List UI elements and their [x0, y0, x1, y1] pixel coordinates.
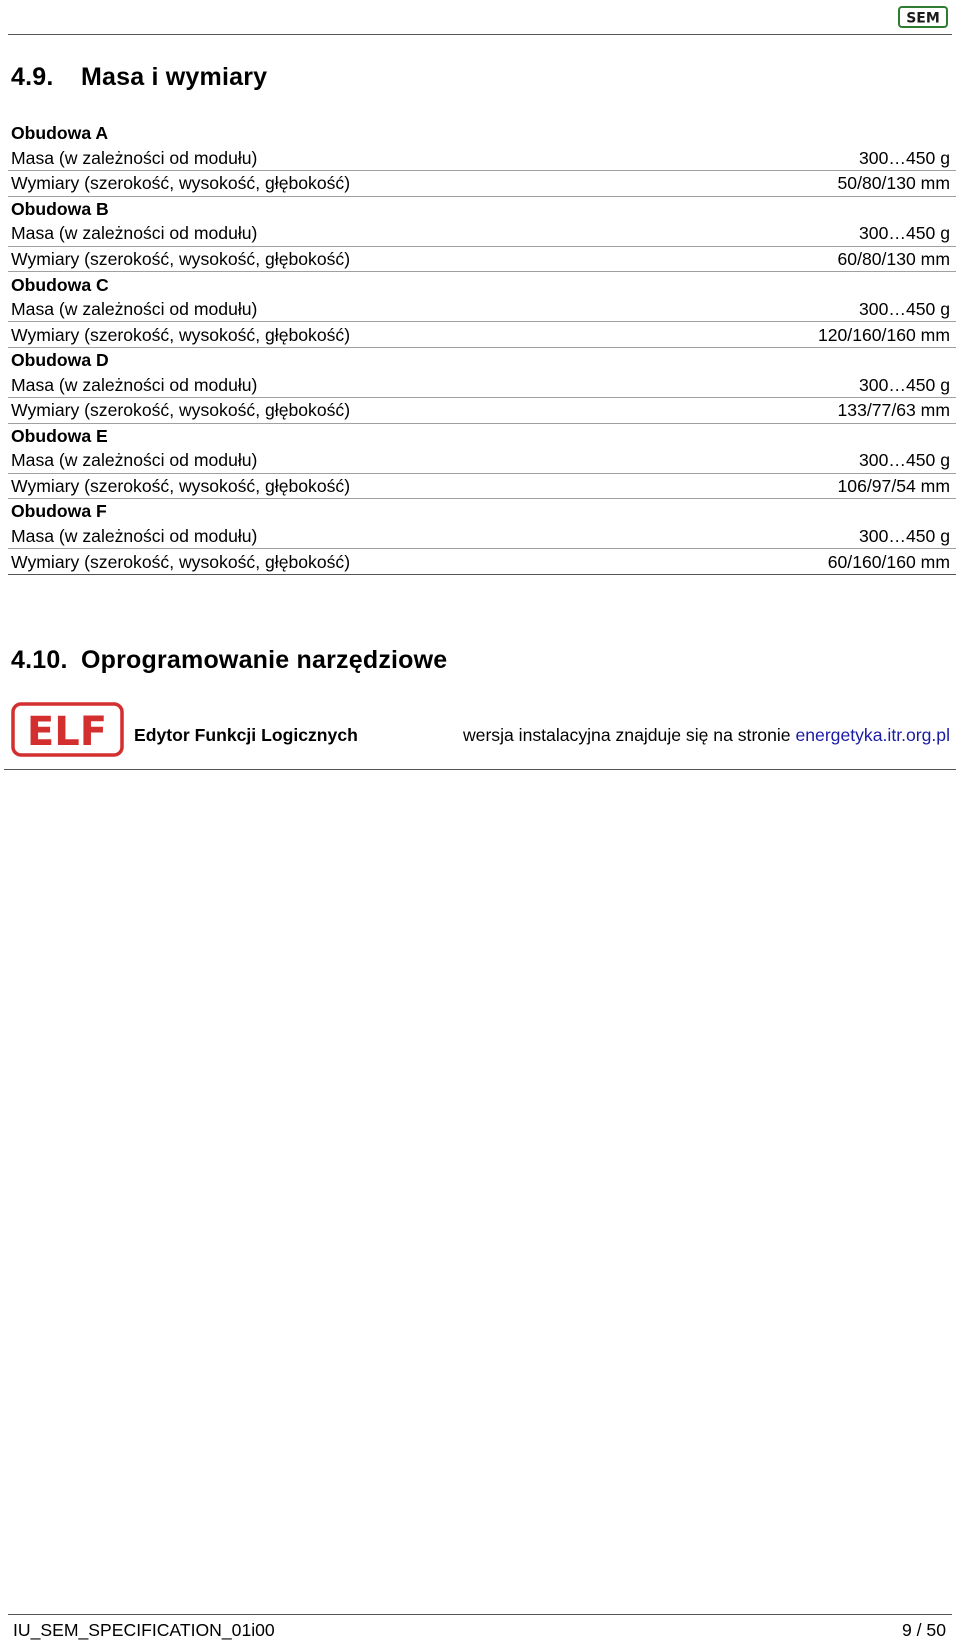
- page-number: 9 / 50: [901, 1620, 946, 1640]
- row-value: 60/80/130 mm: [683, 246, 956, 272]
- row-value: 60/160/160 mm: [683, 549, 956, 575]
- table-group-header: [8, 272, 956, 297]
- elf-logo: [11, 702, 124, 757]
- row-value: 120/160/160 mm: [683, 322, 956, 348]
- section-heading: Oprogramowanie narzędziowe: [81, 646, 448, 674]
- sem-logo: [898, 6, 948, 28]
- row-value: 300…450 g: [683, 297, 956, 322]
- row-label: Masa (w zależności od modułu): [8, 297, 683, 322]
- section-number: 4.10.: [11, 646, 68, 674]
- row-value: 300…450 g: [683, 372, 956, 397]
- tool-download-note: [463, 725, 950, 746]
- row-value: 300…450 g: [683, 524, 956, 549]
- row-value: 300…450 g: [683, 146, 956, 171]
- page-header: [8, 0, 952, 35]
- row-label: Wymiary (szerokość, wysokość, głębokość): [8, 171, 683, 197]
- table-row: [8, 398, 956, 424]
- table-row: [8, 297, 956, 322]
- row-label: Masa (w zależności od modułu): [8, 372, 683, 397]
- group-name: Obudowa F: [11, 501, 107, 522]
- group-name: Obudowa C: [11, 274, 109, 295]
- row-label: Wymiary (szerokość, wysokość, głębokość): [8, 473, 683, 499]
- row-label: Masa (w zależności od modułu): [8, 146, 683, 171]
- row-label: Masa (w zależności od modułu): [8, 524, 683, 549]
- download-link[interactable]: energetyka.itr.org.pl: [795, 725, 950, 745]
- tool-note-text: wersja instalacyjna znajduje się na stronie: [462, 725, 791, 745]
- table-group-header: [8, 499, 956, 524]
- row-value: 50/80/130 mm: [683, 171, 956, 197]
- page-footer: [8, 1614, 952, 1639]
- table-group-header: [8, 347, 956, 372]
- section-title-mass: [11, 63, 267, 92]
- row-label: Wymiary (szerokość, wysokość, głębokość): [8, 322, 683, 348]
- table-group-header: [8, 121, 956, 146]
- group-name: Obudowa D: [11, 350, 109, 371]
- table-row: [8, 171, 956, 197]
- row-label: Wymiary (szerokość, wysokość, głębokość): [8, 549, 683, 575]
- row-value: 300…450 g: [683, 448, 956, 473]
- software-tool-row: [4, 702, 956, 770]
- table-group-header: [8, 196, 956, 221]
- table-row: [8, 372, 956, 397]
- table-row: [8, 448, 956, 473]
- group-name: Obudowa E: [11, 425, 108, 446]
- table-row: [8, 524, 956, 549]
- tool-name: Edytor Funkcji Logicznych: [134, 725, 358, 745]
- table-group-header: [8, 423, 956, 448]
- svg-text:SEM: SEM: [906, 10, 940, 27]
- table-row: [8, 246, 956, 272]
- table-row: [8, 221, 956, 246]
- section-title-software: [11, 646, 447, 675]
- section-heading: Masa i wymiary: [81, 63, 268, 91]
- table-row: [8, 146, 956, 171]
- document-id: IU_SEM_SPECIFICATION_01i00: [13, 1620, 275, 1640]
- section-number: 4.9.: [11, 63, 54, 91]
- row-label: Wymiary (szerokość, wysokość, głębokość): [8, 246, 683, 272]
- mass-dimensions-table: [8, 121, 956, 575]
- row-label: Masa (w zależności od modułu): [8, 448, 683, 473]
- group-name: Obudowa B: [11, 198, 109, 219]
- group-name: Obudowa A: [11, 123, 109, 144]
- row-label: Wymiary (szerokość, wysokość, głębokość): [8, 398, 683, 424]
- row-value: 106/97/54 mm: [683, 473, 956, 499]
- row-value: 133/77/63 mm: [683, 398, 956, 424]
- table-row: [8, 322, 956, 348]
- row-label: Masa (w zależności od modułu): [8, 221, 683, 246]
- row-value: 300…450 g: [683, 221, 956, 246]
- table-row: [8, 473, 956, 499]
- svg-text:ELF: ELF: [26, 709, 108, 755]
- table-row: [8, 549, 956, 575]
